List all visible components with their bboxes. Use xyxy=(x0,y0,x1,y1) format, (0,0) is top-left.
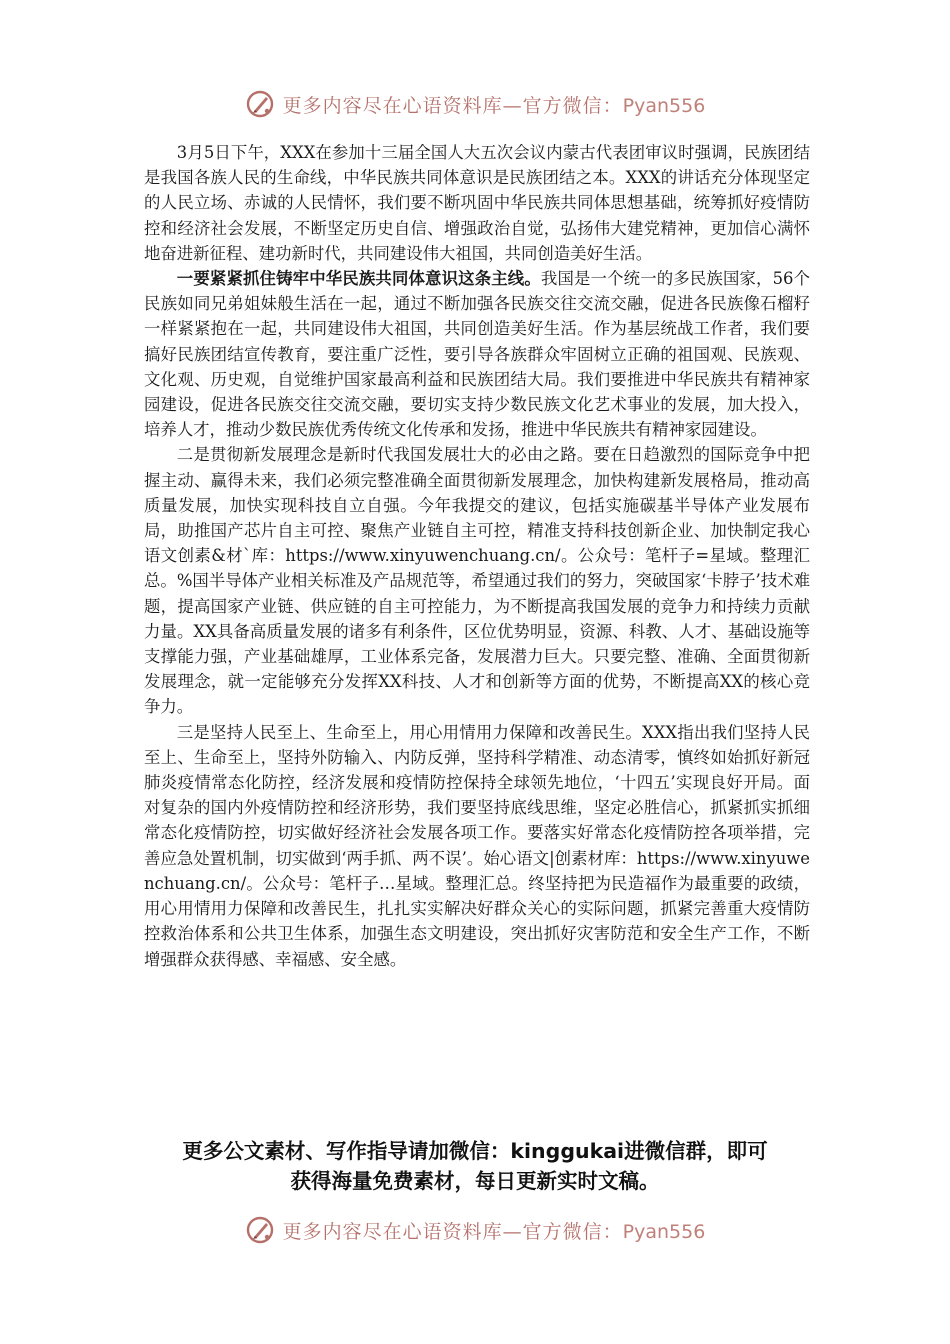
paragraph-heading: 一要紧紧抓住铸牢中华民族共同体意识这条主线。 xyxy=(176,269,541,289)
watermark-header xyxy=(0,84,950,124)
article-paragraph-4: 三是坚持人民至上、生命至上，用心用情用力保障和改善民生。XXX指出我们坚持人民至上、生命至上，坚持外防输入、内防反弹，坚持科学精准、动态清零，慎终如始抓好新冠肺炎疫情常态化防控，经济发展和疫情防控保持全球领先地位，‘十四五’实现良好开局。面对复杂的国内外疫情防控和经济形势，我们要坚持底线思维，坚定必胜信心，抓紧抓实抓细常态化疫情防控，切实做好经济社会发展各项工作。要落实好常态化疫情防控各项举措，完善应急处置机制，切实做到‘两手抓、两不误’。始心语文|创素材库：https://www.xinyuwenchuang.cn/。公众号：笔杆子…星域。整理汇总。终坚持把为民造福作为最重要的政绩，用心用情用力保障和改善民生，扎扎实实解决好群众关心的实际问题，抓紧完善重大疫情防控救治体系和公共卫生体系，加强生态文明建设，突出抓好灾害防范和安全生产工作，不断增强群众获得感、幸福感、安全感。 xyxy=(144,722,810,969)
footer-cta xyxy=(110,1136,840,1196)
watermark-footer xyxy=(0,1210,950,1250)
article-paragraph-3: 二是贯彻新发展理念是新时代我国发展壮大的必由之路。要在日趋激烈的国际竞争中把握主动、赢得未来，我们必须完整准确全面贯彻新发展理念，加快构建新发展格局，推动高质量发展，加快实现科技自立自强。今年我提交的建议，包括实施碳基半导体产业发展布局，助推国产芯片自主可控、聚焦产业链自主可控，精准支持科技创新企业、加快制定我心语文创素&材`库：https://www.xinyuwenchuang.cn/。公众号：笔杆子=星域。整理汇总。%国半导体产业相关标准及产品规范等，希望通过我们的努力，突破国家‘卡脖子’技术难题，提高国家产业链、供应链的自主可控能力，为不断提高我国发展的竞争力和持续力贡献力量。XX具备高质量发展的诸多有利条件，区位优势明显，资源、科教、人才、基础设施等支撑能力强，产业基础雄厚，工业体系完备，发展潜力巨大。只要完整、准确、全面贯彻新发展理念，就一定能够充分发挥XX科技、人才和创新等方面的优势，不断提高XX的核心竞争力。 xyxy=(144,445,810,717)
watermark-wechat-id: Pyan556 xyxy=(622,94,706,117)
article-paragraph-1: 3月5日下午，XXX在参加十三届全国人大五次会议内蒙古代表团审议时强调，民族团结是我国各族人民的生命线，中华民族共同体意识是民族团结之本。XXX的讲话充分体现坚定的人民立场、赤诚的人民情怀，我们要不断巩固中华民族共同体思想基础，统筹抓好疫情防控和经济社会发展，不断坚定历史自信、增强政治自觉，弘扬伟大建党精神，更加信心满怀地奋进新征程、建功新时代，共同建设伟大祖国，共同创造美好生活。 xyxy=(144,143,810,263)
pen-logo-icon xyxy=(245,1215,275,1245)
footer-cta-line-1: 更多公文素材、写作指导请加微信：kinggukai进微信群，即可 xyxy=(182,1139,768,1163)
watermark-wechat-id: Pyan556 xyxy=(622,1220,706,1243)
article-paragraph-2: 一要紧紧抓住铸牢中华民族共同体意识这条主线。我国是一个统一的多民族国家，56个民族如同兄弟姐妹般生活在一起，通过不断加强各民族交往交流交融，促进各民族像石榴籽一样紧紧抱在一起，共同建设伟大祖国，共同创造美好生活。作为基层统战工作者，我们要搞好民族团结宣传教育，要注重广泛性，要引导各族群众牢固树立正确的祖国观、民族观、文化观、历史观，自觉维护国家最高利益和民族团结大局。我们要推进中华民族共有精神家园建设，促进各民族交往交流交融，要切实支持少数民族文化艺术事业的发展，加大投入，培养人才，推动少数民族优秀传统文化传承和发扬，推进中华民族共有精神家园建设。 xyxy=(144,269,811,440)
watermark-text: 更多内容尽在心语资料库—官方微信：Pyan556 xyxy=(282,1220,706,1243)
article-body xyxy=(144,140,810,972)
pen-logo-icon xyxy=(245,89,275,119)
footer-cta-line-2: 获得海量免费素材，每日更新实时文稿。 xyxy=(290,1169,660,1193)
watermark-text: 更多内容尽在心语资料库—官方微信：Pyan556 xyxy=(282,94,706,117)
